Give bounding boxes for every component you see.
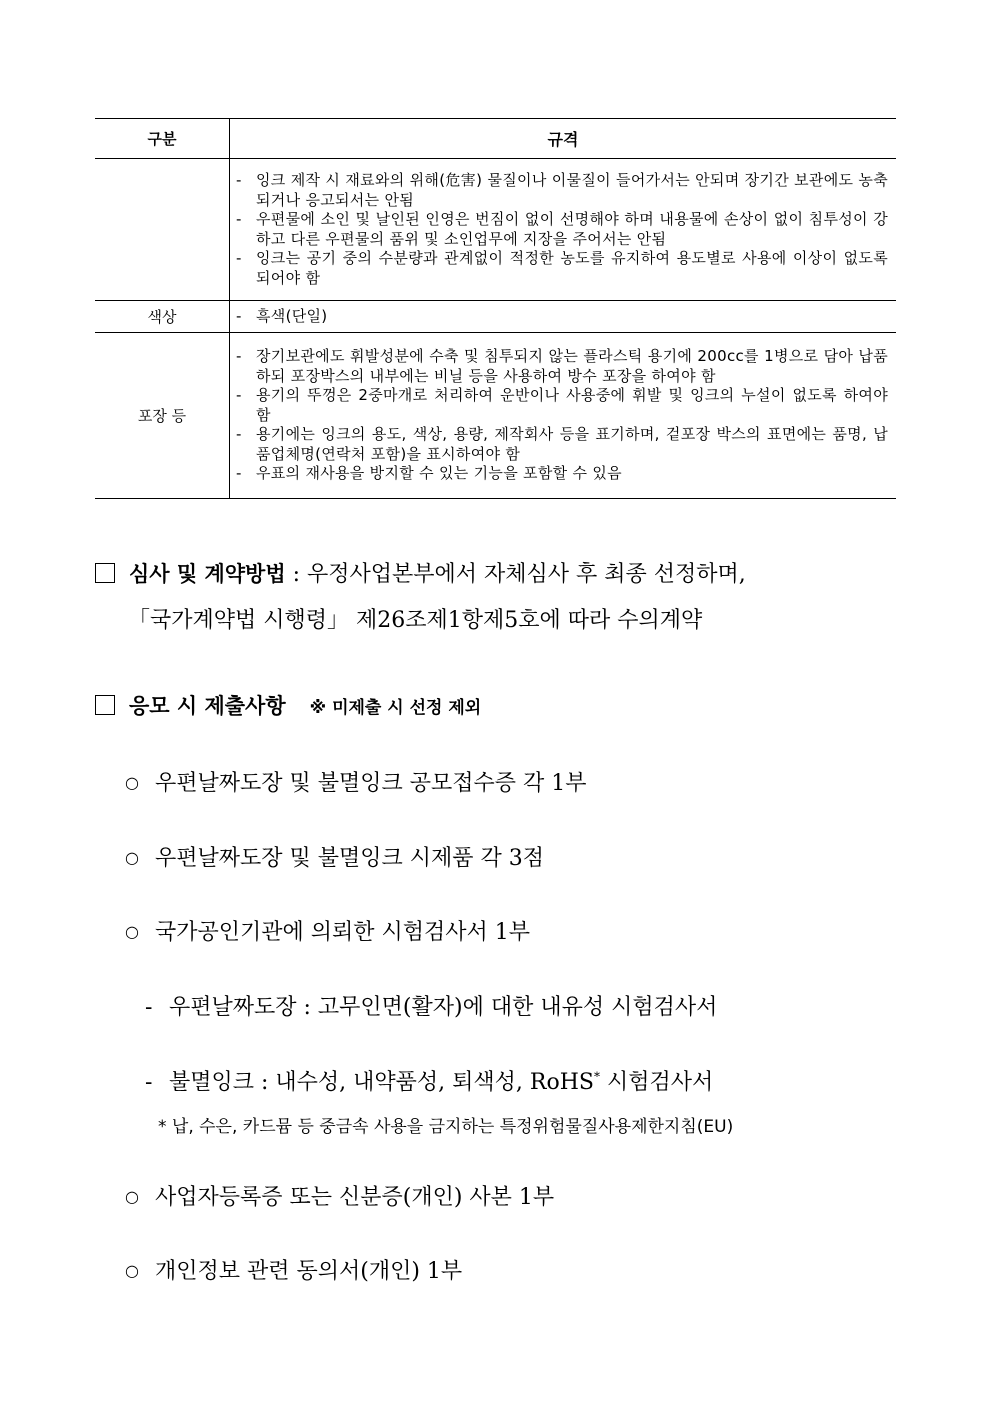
circle-bullet-icon: ○: [125, 1187, 139, 1206]
spec-item: [236, 386, 888, 425]
item-text: 사업자등록증 또는 신분증(개인) 사본 1부: [155, 1185, 555, 1210]
row-category: 포장 등: [95, 333, 230, 499]
spec-text: 우편물에 소인 및 날인된 인영은 번짐이 없이 선명해야 하며 내용물에 손상이 없이 침투성이 강하고 다른 우편물의 품위 및 소인업무에 지장을 주어서는 안됨: [256, 210, 888, 248]
header-category: 구분: [95, 119, 230, 159]
sub-item: [145, 1065, 713, 1096]
review-title: 심사 및 계약방법: [129, 562, 286, 586]
dash: -: [236, 386, 242, 405]
spec-item: [236, 464, 888, 484]
item-text: 국가공인기관에 의뢰한 시험검사서 1부: [155, 920, 531, 945]
dash: -: [236, 171, 242, 189]
submission-title: 응모 시 제출사항: [129, 694, 286, 718]
spec-item: [236, 347, 888, 386]
spec-text: 장기보관에도 휘발성분에 수축 및 침투되지 않는 플라스틱 용기에 200cc를 1병으로 담아 납품하되 포장박스의 내부에는 비닐 등을 사용하여 방수 포장을 하여야 함: [256, 347, 888, 385]
table-header-row: [95, 119, 896, 159]
circle-bullet-icon: ○: [125, 848, 139, 867]
spec-item: [236, 210, 888, 249]
row-category: 색상: [95, 301, 230, 333]
separator: :: [285, 562, 308, 587]
spec-text: 흑색(단일): [256, 306, 328, 325]
footnote: [158, 1112, 733, 1137]
spec-item: [236, 307, 888, 327]
spec-table: [95, 118, 896, 499]
checkbox-square-icon: [95, 563, 115, 583]
circle-bullet-icon: ○: [125, 922, 139, 941]
spec-item: [236, 249, 888, 288]
dash: -: [236, 347, 242, 366]
row-spec: [230, 301, 897, 333]
spec-text: 용기에는 잉크의 용도, 색상, 용량, 제작회사 등을 표기하며, 겉포장 박스의 표면에는 품명, 납품업체명(연락처 포함)을 표시하여야 함: [256, 425, 888, 463]
list-item: [125, 1254, 462, 1285]
row-spec: [230, 159, 897, 301]
sub-item: [145, 990, 717, 1021]
list-item: [125, 766, 587, 797]
row-category: [95, 159, 230, 301]
dash: -: [236, 210, 242, 228]
asterisk: *: [158, 1117, 167, 1137]
item-text: 우편날짜도장 및 불멸잉크 시제품 각 3점: [155, 846, 544, 871]
sub-item-suffix: 시험검사서: [599, 1070, 714, 1095]
circle-bullet-icon: ○: [125, 1261, 139, 1280]
spec-text: 잉크 제작 시 재료와의 위해(危害) 물질이나 이물질이 들어가서는 안되며 장기간 보관에도 농축되거나 응고되서는 안됨: [256, 171, 888, 209]
dash: -: [236, 464, 242, 483]
sub-item-text: 불멸잉크 : 내수성, 내약품성, 퇴색성, RoHS: [169, 1070, 594, 1095]
spec-text: 우표의 재사용을 방지할 수 있는 기능을 포함할 수 있음: [256, 464, 622, 483]
review-body: 우정사업본부에서 자체심사 후 최종 선정하며,: [307, 562, 746, 587]
sub-item-text: 우편날짜도장 : 고무인면(활자)에 대한 내유성 시험검사서: [169, 995, 718, 1020]
review-body-cont: 「국가계약법 시행령」 제26조제1항제5호에 따라 수의계약: [128, 608, 703, 633]
dash: -: [145, 995, 153, 1020]
header-spec: 규격: [230, 119, 897, 159]
dash: -: [145, 1070, 153, 1095]
dash: -: [236, 249, 242, 267]
spec-text: 용기의 뚜껑은 2중마개로 처리하여 운반이나 사용중에 휘발 및 잉크의 누설이 없도록 하여야 함: [256, 386, 888, 424]
row-spec: [230, 333, 897, 499]
submission-section: [95, 692, 481, 722]
asterisk: *: [593, 1069, 600, 1084]
list-item: [125, 1180, 554, 1211]
item-text: 개인정보 관련 동의서(개인) 1부: [155, 1259, 463, 1284]
dash: -: [236, 306, 242, 325]
review-section: [95, 560, 746, 589]
list-item: [125, 915, 530, 946]
spec-item: [236, 171, 888, 210]
circle-bullet-icon: ○: [125, 773, 139, 792]
submission-note: ※ 미제출 시 선정 제외: [309, 698, 482, 718]
table-row: [95, 159, 896, 301]
item-text: 우편날짜도장 및 불멸잉크 공모접수증 각 1부: [155, 771, 587, 796]
checkbox-square-icon: [95, 695, 115, 715]
spec-item: [236, 425, 888, 464]
table-row: [95, 333, 896, 499]
spec-text: 잉크는 공기 중의 수분량과 관계없이 적정한 농도를 유지하여 용도별로 사용에 이상이 없도록 되어야 함: [256, 249, 888, 287]
table-row: [95, 301, 896, 333]
footnote-text: 납, 수은, 카드뮴 등 중금속 사용을 금지하는 특정위험물질사용제한지침(EU): [171, 1117, 734, 1137]
list-item: [125, 841, 544, 872]
dash: -: [236, 425, 242, 444]
